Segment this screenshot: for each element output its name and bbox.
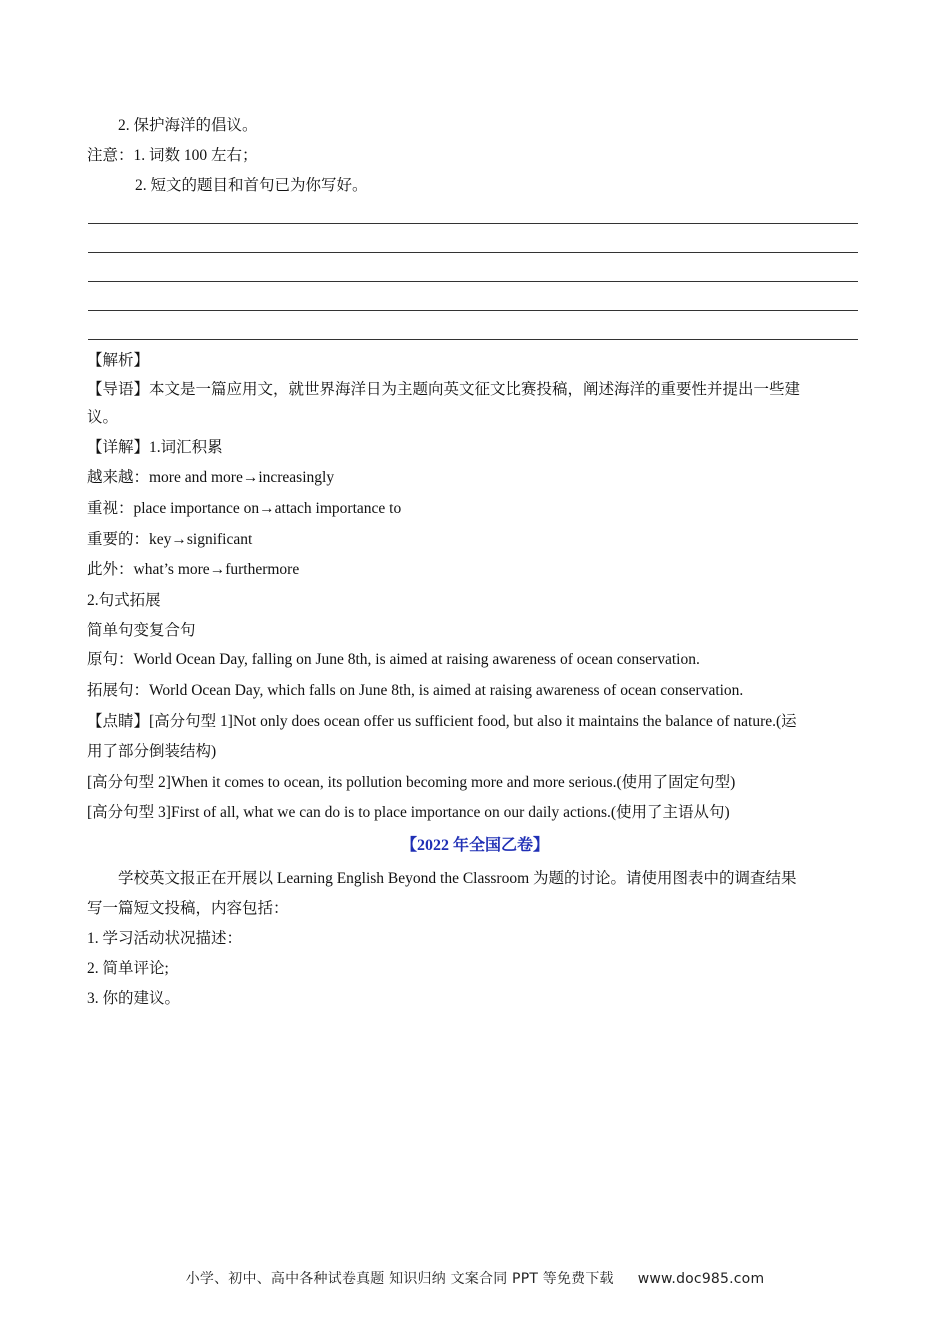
note-word-count: 注意：1. 词数 100 左右； — [87, 147, 258, 164]
section-title: 【2022 年全国乙卷】 — [400, 837, 549, 854]
note-title-given: 2. 短文的题目和首句已为你写好。 — [135, 177, 368, 194]
vocab-item: 重要的：key→significant — [87, 531, 253, 548]
highlight-3: [高分句型 3]First of all, what we can do is to place importance on our daily actions.(使用了主语从句) — [87, 804, 730, 821]
sentence-subheading: 简单句变复合句 — [87, 622, 196, 639]
writing-line-4 — [88, 310, 858, 311]
writing-line-3 — [88, 281, 858, 282]
task-point-2: 2. 保护海洋的倡议。 — [118, 117, 258, 134]
prompt-item: 1. 学习活动状况描述： — [87, 930, 243, 947]
prompt-line-2: 写一篇短文投稿，内容包括： — [87, 900, 289, 917]
sentence-heading: 2.句式拓展 — [87, 592, 161, 609]
writing-line-5 — [88, 339, 858, 340]
highlight-2: [高分句型 2]When it comes to ocean, its pollution becoming more and more serious.(使用了固定句型) — [87, 774, 736, 791]
prompt-item: 3. 你的建议。 — [87, 990, 181, 1007]
highlight-1-line-2: 用了部分倒装结构) — [87, 743, 217, 760]
analysis-intro-line-2: 议。 — [87, 409, 119, 426]
footer-text: 小学、初中、高中各种试卷真题 知识归纳 文案合同 PPT 等免费下载 — [185, 1271, 614, 1287]
vocab-item: 此外：what’s more→furthermore — [87, 561, 300, 578]
footer-url[interactable]: www.doc985.com — [637, 1271, 765, 1287]
page-footer — [0, 1268, 950, 1288]
original-sentence: 原句：World Ocean Day, falling on June 8th, is aimed at raising awareness of ocean conservation. — [87, 651, 700, 668]
expanded-sentence: 拓展句：World Ocean Day, which falls on June 8th, is aimed at raising awareness of ocean conservation. — [87, 682, 744, 699]
writing-line-1 — [88, 223, 858, 224]
detail-heading: 【详解】1.词汇积累 — [87, 439, 223, 456]
writing-line-2 — [88, 252, 858, 253]
vocab-item: 越来越：more and more→increasingly — [87, 469, 335, 486]
prompt-item: 2. 简单评论; — [87, 960, 169, 977]
vocab-item: 重视：place importance on→attach importance to — [87, 500, 402, 517]
analysis-intro-line-1: 【导语】本文是一篇应用文，就世界海洋日为主题向英文征文比赛投稿，阐述海洋的重要性并提出一些建 — [87, 381, 801, 398]
highlight-1-line-1: 【点睛】[高分句型 1]Not only does ocean offer us sufficient food, but also it maintains the balance of nature.(运 — [87, 713, 797, 730]
analysis-heading: 【解析】 — [87, 352, 150, 369]
prompt-line-1: 学校英文报正在开展以 Learning English Beyond the Classroom 为题的讨论。请使用图表中的调查结果 — [118, 870, 797, 887]
